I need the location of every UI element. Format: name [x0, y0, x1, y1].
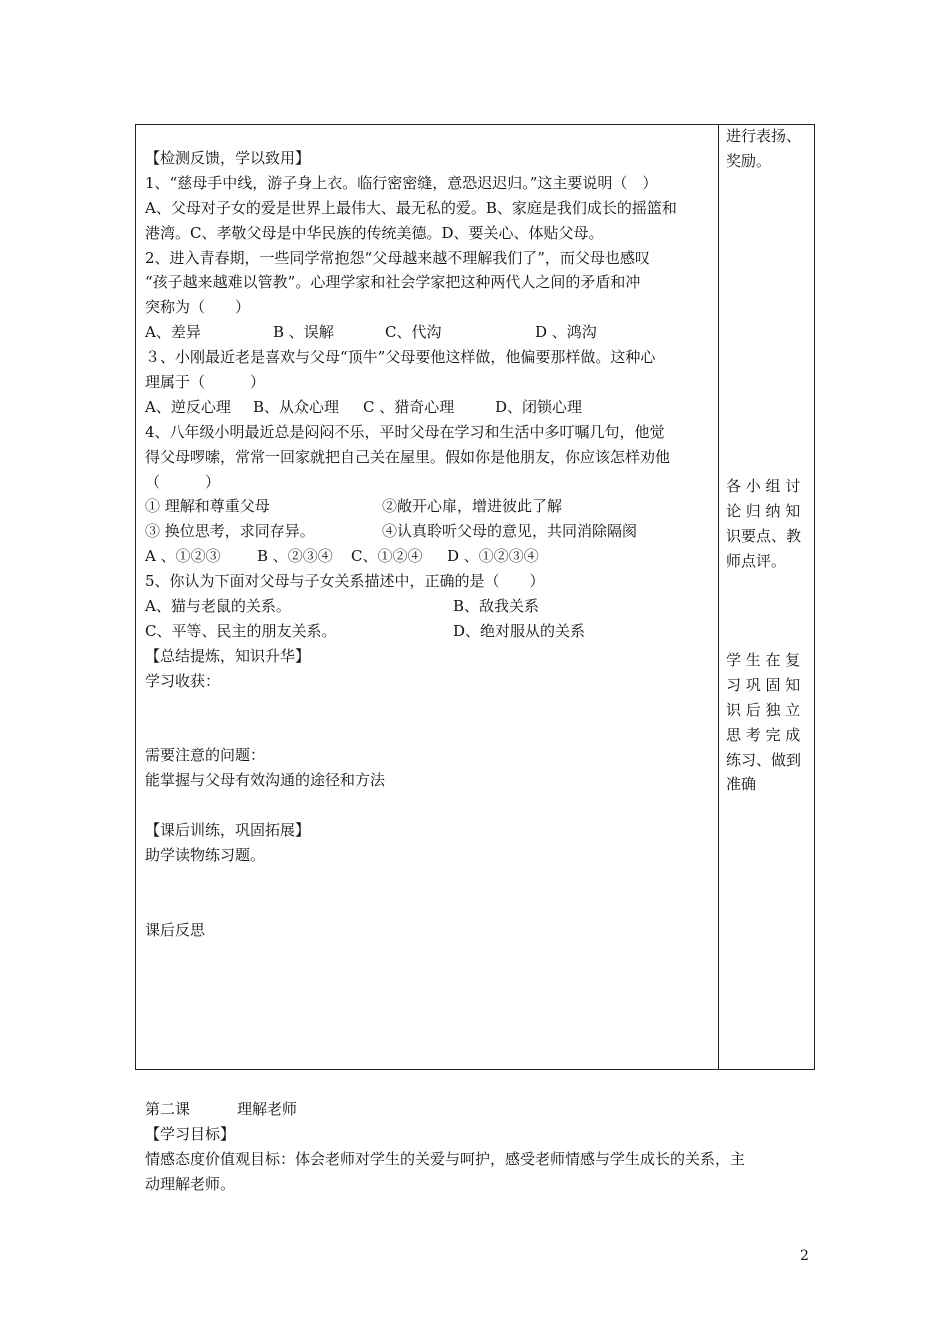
q4-line3: （ ） — [145, 472, 221, 491]
goal-line2: 动理解老师。 — [145, 1174, 236, 1193]
q4-line2: 得父母啰嗦，常常一回家就把自己关在屋里。假如你是他朋友，你应该怎样劝他 — [145, 447, 671, 466]
q2-option-c: C、代沟 — [385, 323, 442, 342]
q1-stem: 1、“慈母手中线，游子身上衣。临行密密缝，意恐迟迟归。”这主要说明（ ） — [145, 173, 658, 192]
q5-options-row2 — [145, 619, 711, 644]
q3-option-b: B、从众心理 — [253, 397, 340, 416]
reflection-label: 课后反思 — [145, 920, 206, 939]
side-note-praise — [726, 124, 808, 174]
q4-option-d: D 、①②③④ — [447, 547, 539, 566]
side-line: 师点评。 — [726, 551, 787, 570]
q5-option-c: C、平等、民主的朋友关系。 — [145, 621, 337, 640]
q5-stem: 5、你认为下面对父母与子女关系描述中，正确的是（ ） — [145, 572, 545, 591]
q4-option-b: B 、②③④ — [257, 547, 333, 566]
q2-line2: “孩子越来越难以管教”。心理学家和社会学家把这种两代人之间的矛盾和冲 — [145, 273, 641, 292]
after-class-heading: 【课后训练，巩固拓展】 — [145, 821, 311, 840]
page-number: 2 — [800, 1248, 809, 1264]
q2-option-d: D 、鸿沟 — [535, 323, 597, 342]
lesson-name: 理解老师 — [237, 1100, 298, 1118]
side-line: 准确 — [726, 775, 757, 794]
q5-options-row1 — [145, 594, 711, 619]
q4-items-row1 — [145, 494, 711, 519]
q4-item-3: ③ 换位思考，求同存异。 — [145, 522, 315, 541]
q2-line1: 2、进入青春期，一些同学常抱怨“父母越来越不理解我们了”，而父母也感叹 — [145, 248, 650, 267]
after-class-text: 助学读物练习题。 — [145, 845, 266, 864]
learning-gains: 学习收获： — [145, 671, 221, 690]
side-line: 习 巩 固 知 — [726, 675, 801, 694]
main-column — [145, 146, 711, 943]
side-note-practice — [726, 648, 808, 797]
side-line: 练习、做到 — [726, 750, 802, 769]
q4-line1: 4、八年级小明最近总是闷闷不乐，平时父母在学习和生活中多叮嘱几句，他觉 — [145, 422, 665, 441]
q1-line2: A、父母对子女的爱是世界上最伟大、最无私的爱。B、家庭是我们成长的摇篮和 — [145, 198, 677, 217]
q2-option-a: A、差异 — [145, 323, 201, 342]
side-line: 识 后 独 立 — [726, 700, 801, 719]
side-note-discussion — [726, 474, 808, 574]
side-line: 学 生 在 复 — [726, 651, 801, 669]
column-divider — [718, 124, 719, 1070]
q4-option-c: C、①②④ — [351, 547, 423, 566]
q5-option-d: D、绝对服从的关系 — [453, 621, 586, 640]
q5-option-a: A、猫与老鼠的关系。 — [145, 597, 291, 616]
q5-option-b: B、敌我关系 — [453, 597, 540, 616]
lesson-two-section — [145, 1097, 825, 1197]
lesson-two-title — [145, 1097, 825, 1122]
summary-heading: 【总结提炼，知识升华】 — [145, 646, 311, 665]
q2-line3: 突称为（ ） — [145, 298, 251, 317]
side-line: 奖励。 — [726, 151, 772, 170]
q3-option-a: A、逆反心理 — [145, 397, 231, 416]
q4-items-row2 — [145, 519, 711, 544]
q2-option-b: B 、误解 — [273, 323, 334, 342]
q4-item-1: ① 理解和尊重父母 — [145, 497, 270, 516]
side-line: 思 考 完 成 — [726, 725, 801, 744]
q4-options — [145, 544, 711, 569]
goal-line1: 情感态度价值观目标：体会老师对学生的关爱与呵护，感受老师情感与学生成长的关系，主 — [145, 1149, 746, 1168]
q3-option-d: D、闭锁心理 — [495, 397, 583, 416]
lesson-number: 第二课 — [145, 1100, 191, 1118]
notes-text: 能掌握与父母有效沟通的途径和方法 — [145, 771, 386, 790]
q4-item-2: ②敞开心扉，增进彼此了解 — [382, 497, 563, 516]
q3-line1: ３、小刚最近老是喜欢与父母“顶牛”父母要他这样做，他偏要那样做。这种心 — [145, 348, 656, 367]
side-line: 论 归 纳 知 — [726, 501, 801, 520]
q1-line3: 港湾。C、孝敬父母是中华民族的传统美德。D、要关心、体贴父母。 — [145, 223, 604, 242]
q3-line2: 理属于（ ） — [145, 373, 266, 392]
q4-option-a: A 、①②③ — [145, 547, 221, 566]
notes-label: 需要注意的问题： — [145, 746, 266, 765]
side-line: 各 小 组 讨 — [726, 477, 801, 495]
q3-options — [145, 395, 711, 420]
feedback-heading: 【检测反馈，学以致用】 — [145, 149, 311, 167]
q4-item-4: ④认真聆听父母的意见，共同消除隔阂 — [382, 522, 638, 541]
q2-options — [145, 320, 711, 345]
q3-option-c: C 、猎奇心理 — [363, 397, 455, 416]
side-line: 进行表扬、 — [726, 127, 802, 145]
goal-heading: 【学习目标】 — [145, 1124, 236, 1143]
side-line: 识要点、教 — [726, 526, 802, 545]
